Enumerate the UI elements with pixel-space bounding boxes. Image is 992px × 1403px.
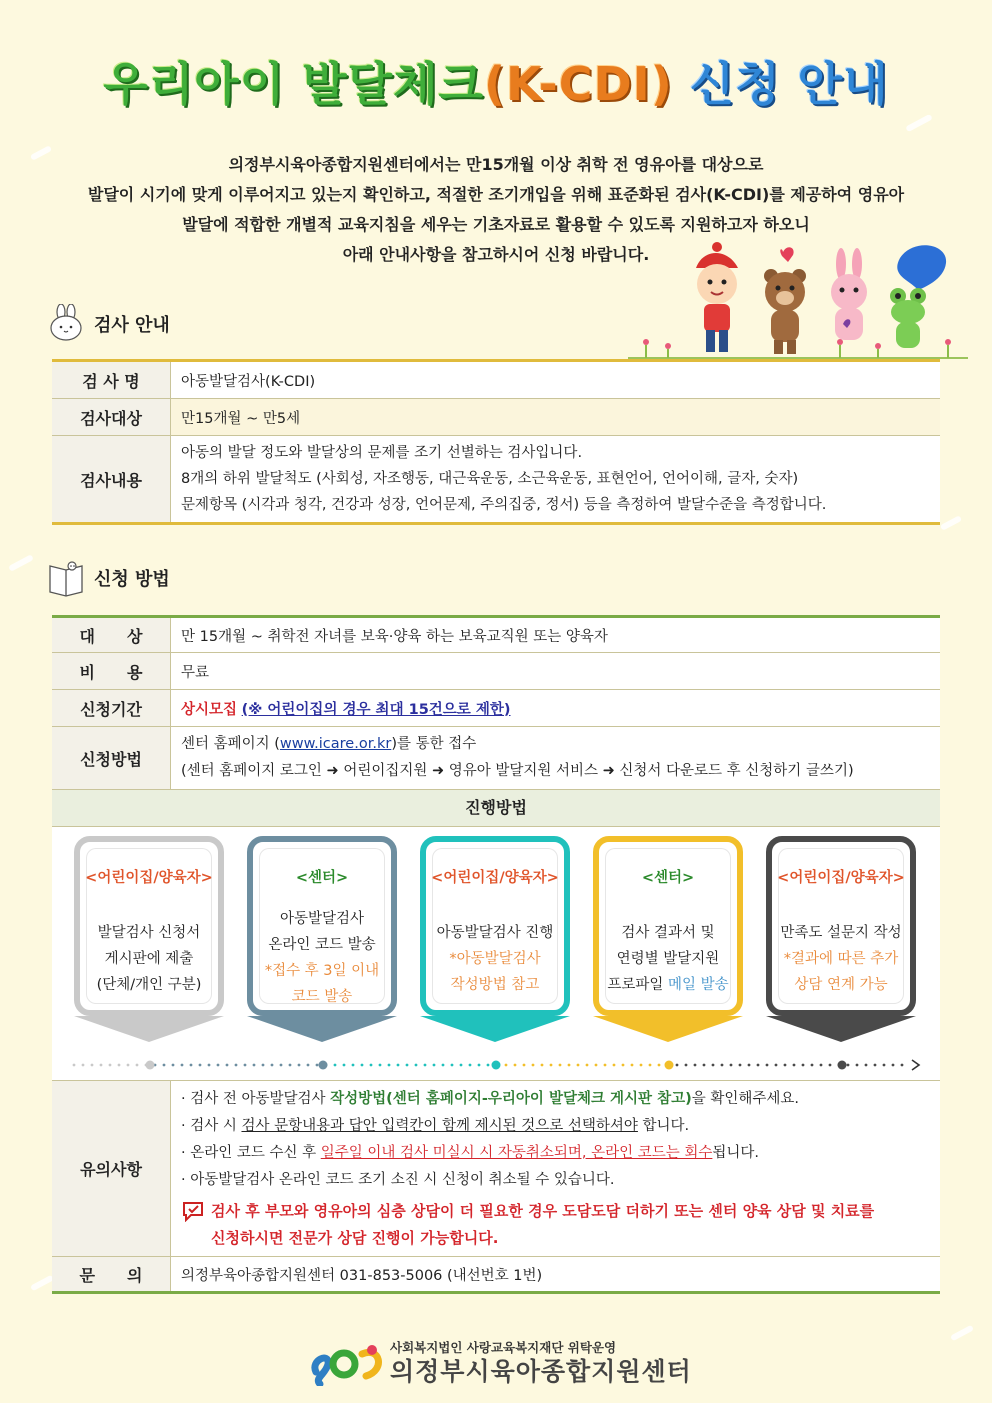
step-pointer [593,1016,743,1042]
title-kcdi: (K-CDI) [483,57,673,111]
step-note: *아동발달검사 [449,951,541,967]
table-row [52,727,940,790]
note-item [181,1086,930,1113]
process-step-1 [74,836,224,1016]
timeline-dot [802,1064,805,1067]
timeline-dot [505,1064,508,1067]
timeline-dot [82,1064,85,1067]
timeline-dot [784,1064,787,1067]
timeline-dot [847,1064,850,1067]
row-value: 만15개월 ~ 만5세 [171,399,941,436]
timeline-dot [100,1064,103,1067]
timeline-dot [757,1064,760,1067]
arrow-icon: ➜ [431,763,445,779]
timeline-dot [118,1064,121,1067]
timeline-dot [559,1064,562,1067]
timeline-dot [487,1064,490,1067]
timeline-dot [235,1064,238,1067]
timeline-dot [316,1064,319,1067]
timeline-dot [190,1064,193,1067]
note-text: 을 확인해주세요. [691,1090,800,1107]
timeline-dot [91,1064,94,1067]
timeline-dot [685,1064,688,1067]
book-icon [46,558,86,598]
timeline-dot [712,1064,715,1067]
process-step-3 [420,836,570,1016]
timeline-dot [613,1064,616,1067]
footer-center-name: 의정부시육아종합지원센터 [390,1357,692,1386]
step-note: *결과에 따른 추가 [783,951,899,967]
timeline-dot [658,1064,661,1067]
note-highlight: 일주일 이내 검사 미실시 시 자동취소되며, 온라인 코드는 회수 [320,1144,713,1161]
row-label: 검사대상 [52,399,171,436]
intro-line: 아래 안내사항을 참고하시어 신청 바랍니다. [342,245,650,264]
timeline-dot [793,1064,796,1067]
row-label: 신청방법 [52,727,171,790]
section-heading-text: 검사 안내 [94,315,170,336]
timeline-dot [703,1064,706,1067]
timeline-marker [319,1061,328,1070]
timeline-dot [469,1064,472,1067]
step-text: 프로파일 [607,977,668,993]
step-body [80,920,218,998]
note-text: · 온라인 코드 수신 후 [181,1144,321,1161]
notes-list [171,1081,941,1257]
timeline-dot [271,1064,274,1067]
timeline-dot [433,1064,436,1067]
row-label: 검사내용 [52,436,171,524]
footer-logo [0,1332,992,1392]
step-note: *접수 후 3일 이내 [264,963,380,979]
timeline-dot [649,1064,652,1067]
timeline-dot [766,1064,769,1067]
timeline-dot [172,1064,175,1067]
row-label: 신청기간 [52,690,171,727]
timeline-dot [109,1064,112,1067]
homepage-link[interactable]: www.icare.or.kr [279,736,392,752]
timeline-dot [406,1064,409,1067]
intro-line: 발달에 적합한 개별적 교육지침을 세우는 기초자료로 활용할 수 있도록 지원하고자 하오니 [182,215,810,234]
section-heading-apply [46,558,170,598]
row-label: 검 사 명 [52,361,171,399]
row-value [171,690,941,727]
timeline-dot [640,1064,643,1067]
table-row [52,690,940,727]
step-role: <센터> [295,870,349,886]
timeline-dot [352,1064,355,1067]
timeline-dot [676,1064,679,1067]
process-step-2 [247,836,397,1016]
process-step-4 [593,836,743,1016]
timeline-marker [838,1061,847,1070]
step-line: 만족도 설문지 작성 [780,925,902,941]
timeline-dot [748,1064,751,1067]
step-body [426,920,564,998]
step-note: 상담 연계 가능 [794,977,888,993]
row-value: 무료 [171,653,941,690]
bunny-icon [46,304,86,344]
timeline-dot [379,1064,382,1067]
timeline-dot [721,1064,724,1067]
consult-line: 신청하시면 전문가 상담 진행이 가능합니다. [211,1228,499,1247]
timeline-dot [442,1064,445,1067]
consult-text [211,1198,874,1252]
timeline-dot [694,1064,697,1067]
timeline-dot [883,1064,886,1067]
step-note: 작성방법 참고 [450,977,540,993]
table-row [52,1257,940,1293]
method-step: 영유아 발달지원 서비스 [448,763,599,779]
timeline-dot [604,1064,607,1067]
timeline-dot [181,1064,184,1067]
row-label: 유의사항 [52,1081,171,1257]
exam-info-table [52,359,940,525]
timeline-dot [892,1064,895,1067]
step-pointer [74,1016,224,1042]
row-value [171,727,941,790]
step-line: 온라인 코드 발송 [268,937,376,953]
timeline-dot [730,1064,733,1067]
timeline-dot [478,1064,481,1067]
step-note: 코드 발송 [291,989,353,1005]
timeline-dot [856,1064,859,1067]
table-row [52,361,940,399]
timeline-dot [901,1064,904,1067]
step-line: 아동발달검사 [279,911,365,927]
timeline-dot [253,1064,256,1067]
note-text: · 검사 시 [181,1117,242,1134]
row-label: 비 용 [52,653,171,690]
timeline-dot [127,1064,130,1067]
step-pointer [247,1016,397,1042]
row-value [171,436,941,524]
timeline-dot [361,1064,364,1067]
timeline-dot [289,1064,292,1067]
step-line: 연령별 발달지원 [616,951,720,967]
note-item [181,1140,930,1167]
step-line: 발달검사 신청서 [97,925,201,941]
section-heading-text: 신청 방법 [94,569,170,590]
timeline-dot [262,1064,265,1067]
page-title [0,48,992,114]
timeline-dot [370,1064,373,1067]
step-note: 메일 발송 [668,977,729,993]
children-animals-illustration [628,238,968,362]
apply-info-table [52,615,940,790]
method-step: 신청서 다운로드 후 신청하기 글쓰기) [619,763,854,779]
process-title: 진행방법 [52,790,940,827]
method-text: )를 통한 접수 [391,736,477,752]
content-line: 8개의 하위 발달척도 (사회성, 자조행동, 대근육운동, 소근육운동, 표현언어, 언어이해, 글자, 숫자) [181,471,799,487]
method-step: (센터 홈페이지 로그인 [181,763,322,779]
timeline-dot [280,1064,283,1067]
timeline-dot [865,1064,868,1067]
title-apply: 신청 안내 [672,57,889,111]
timeline-dot [523,1064,526,1067]
timeline-dot [73,1064,76,1067]
timeline-dot [244,1064,247,1067]
row-value: 만 15개월 ~ 취학전 자녀를 보육·양육 하는 보육교직원 또는 양육자 [171,617,941,653]
timeline-dot [424,1064,427,1067]
timeline-dot [550,1064,553,1067]
method-text: 센터 홈페이지 ( [181,736,280,752]
row-value: 아동발달검사(K-CDI) [171,361,941,399]
row-label: 문 의 [52,1257,171,1293]
timeline-dot [208,1064,211,1067]
row-label: 대 상 [52,617,171,653]
table-row [52,1081,940,1257]
content-line: 아동의 발달 정도와 발달상의 문제를 조기 선별하는 검사입니다. [181,445,583,461]
timeline-dot [136,1064,139,1067]
step-pointer [420,1016,570,1042]
note-highlight: 작성방법(센터 홈페이지-우리아이 발달체크 게시판 참고) [330,1090,692,1107]
consult-note [181,1198,930,1252]
period-value: 상시모집 [181,701,238,718]
table-row [52,399,940,436]
timeline-dot [739,1064,742,1067]
timeline-dot [307,1064,310,1067]
timeline-dot [514,1064,517,1067]
step-role: <어린이집/양육자> [777,870,905,886]
method-step: 어린이집지원 [343,763,428,779]
timeline-dot [397,1064,400,1067]
step-role: <어린이집/양육자> [431,870,559,886]
confetti [30,1275,54,1292]
timeline-arrow-icon [912,1060,919,1070]
section-heading-exam [46,304,170,344]
table-row [52,653,940,690]
timeline-marker [146,1061,155,1070]
timeline-dot [163,1064,166,1067]
arrow-icon: ➜ [326,763,339,779]
method-steps [181,758,930,785]
timeline-dot [577,1064,580,1067]
note-text: 합니다. [637,1117,690,1134]
note-item: · 아동발달검사 온라인 코드 조기 소진 시 신청이 취소될 수 있습니다. [181,1171,615,1188]
footer-operator: 사회복지법인 사랑교육복지재단 위탁운영 [390,1340,617,1355]
timeline-dot [415,1064,418,1067]
timeline-dot [595,1064,598,1067]
intro-line: 의정부시육아종합지원센터에서는 만15개월 이상 취학 전 영유아를 대상으로 [228,155,764,174]
period-note: (※ 어린이집의 경우 최대 15건으로 제한) [241,701,511,718]
step-role: <센터> [641,870,695,886]
step-line: (단체/개인 구분) [96,977,202,993]
timeline-dot [226,1064,229,1067]
timeline-marker [665,1061,674,1070]
step-line [599,972,737,998]
confetti [905,114,933,132]
step-pointer [766,1016,916,1042]
speech-bubble-icon [181,1200,205,1222]
timeline-dot [829,1064,832,1067]
note-text: · 검사 전 아동발달검사 [181,1090,331,1107]
timeline-dot [541,1064,544,1067]
note-item [181,1113,930,1140]
confetti [8,554,34,572]
method-line [181,731,930,758]
contact-value: 의정부육아종합지원센터 031-853-5006 (내선번호 1번) [171,1257,941,1293]
timeline-dot [388,1064,391,1067]
timeline-dot [343,1064,346,1067]
step-line: 게시판에 제출 [104,951,194,967]
timeline-dot [532,1064,535,1067]
timeline-dot [460,1064,463,1067]
timeline-dot [775,1064,778,1067]
timeline-dot [334,1064,337,1067]
process-timeline [70,1058,922,1072]
timeline-dot [568,1064,571,1067]
step-body [599,920,737,998]
notes-table [52,1080,940,1294]
note-highlight: 검사 문항내용과 답안 입력칸이 함께 제시된 것으로 선택하셔야 [241,1117,638,1134]
timeline-dot [622,1064,625,1067]
consult-line: 검사 후 부모와 영유아의 심층 상담이 더 필요한 경우 도담도담 더하기 또는 센터 양육 상담 및 치료를 [211,1201,875,1220]
timeline-dot [451,1064,454,1067]
timeline-dot [586,1064,589,1067]
center-logo-icon [310,1340,386,1386]
timeline-dot [820,1064,823,1067]
note-text: 됩니다. [712,1144,760,1161]
table-row [52,436,940,524]
step-body [772,920,910,998]
timeline-marker [492,1061,501,1070]
step-line: 검사 결과서 및 [621,925,715,941]
timeline-dot [217,1064,220,1067]
timeline-dot [811,1064,814,1067]
title-main: 우리아이 발달체크 [103,57,484,111]
timeline-dot [298,1064,301,1067]
step-role: <어린이집/양육자> [85,870,213,886]
arrow-icon: ➜ [602,763,615,779]
table-row [52,617,940,653]
intro-line: 발달이 시기에 맞게 이루어지고 있는지 확인하고, 적절한 조기개입을 위해 표준화된 검사(K-CDI)를 제공하여 영유아 [87,185,905,204]
timeline-dot [874,1064,877,1067]
content-line: 문제항목 (시각과 청각, 건강과 성장, 언어문제, 주의집중, 정서) 등을 측정하여 발달수준을 측정합니다. [181,497,827,513]
step-line: 아동발달검사 진행 [436,925,554,941]
process-step-5 [766,836,916,1016]
timeline-dot [199,1064,202,1067]
timeline-dot [631,1064,634,1067]
confetti [940,515,962,531]
step-body [253,906,391,1010]
